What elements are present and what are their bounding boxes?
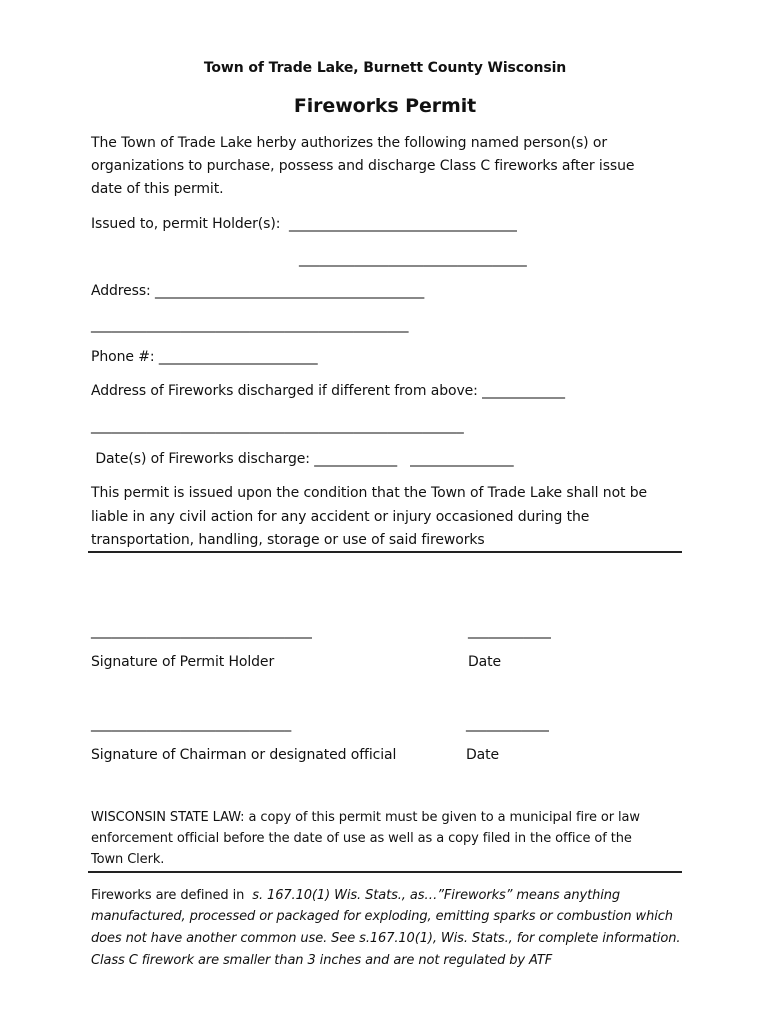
intro-line: organizations to purchase, possess and discharge Class C fireworks after issue [91, 158, 635, 174]
holder-date-line[interactable]: ____________ [468, 623, 551, 639]
definition-line: does not have another common use. See s.167.10(1), Wis. Stats., for complete information. [91, 931, 681, 946]
official-signature-label: Signature of Chairman or designated official [91, 747, 397, 763]
holder-signature-line[interactable]: ________________________________ [91, 623, 312, 639]
official-date-line[interactable]: ____________ [466, 716, 549, 732]
state-law-line: enforcement official before the date of use as well as a copy filed in the office of the [91, 831, 632, 846]
discharge-address-continuation-field[interactable]: ______________________________________________________ [91, 418, 464, 434]
address-continuation-field[interactable]: ______________________________________________ [91, 317, 409, 333]
phone-field[interactable]: Phone #: _______________________ [91, 349, 318, 365]
intro-line: The Town of Trade Lake herby authorizes the following named person(s) or [91, 135, 608, 151]
state-law-line: Town Clerk. [91, 852, 165, 867]
definition-line: manufactured, processed or packaged for exploding, emitting sparks or combustion which [91, 909, 673, 924]
issued-to-field[interactable]: Issued to, permit Holder(s): _________________________________ [91, 216, 517, 232]
town-heading: Town of Trade Lake, Burnett County Wisconsin [203, 60, 567, 76]
page-title: Fireworks Permit [293, 95, 477, 117]
intro-line: date of this permit. [91, 181, 224, 197]
condition-line: transportation, handling, storage or use of said fireworks [91, 532, 485, 548]
divider [88, 871, 682, 873]
condition-line: This permit is issued upon the condition that the Town of Trade Lake shall not be [91, 485, 648, 501]
state-law-line: WISCONSIN STATE LAW: a copy of this permit must be given to a municipal fire or law [91, 810, 640, 825]
official-date-label: Date [466, 747, 500, 763]
definition-lead: Fireworks are defined in [91, 888, 249, 903]
holder-signature-label: Signature of Permit Holder [91, 654, 275, 670]
discharge-dates-field[interactable]: Date(s) of Fireworks discharge: ____________ _______________ [91, 451, 514, 467]
condition-line: liable in any civil action for any accident or injury occasioned during the [91, 509, 590, 525]
address-field[interactable]: Address: _______________________________________ [91, 283, 425, 299]
holder-date-label: Date [468, 654, 502, 670]
definition-citation: s. 167.10(1) Wis. Stats., as…”Fireworks” means anything [248, 888, 621, 903]
official-signature-line[interactable]: _____________________________ [91, 716, 292, 732]
divider [88, 551, 682, 553]
definition-line: Class C firework are smaller than 3 inches and are not regulated by ATF [91, 953, 553, 968]
discharge-address-field[interactable]: Address of Fireworks discharged if different from above: ____________ [91, 383, 565, 399]
issued-to-continuation-field[interactable]: _________________________________ [299, 251, 527, 267]
definition-line [91, 887, 620, 905]
